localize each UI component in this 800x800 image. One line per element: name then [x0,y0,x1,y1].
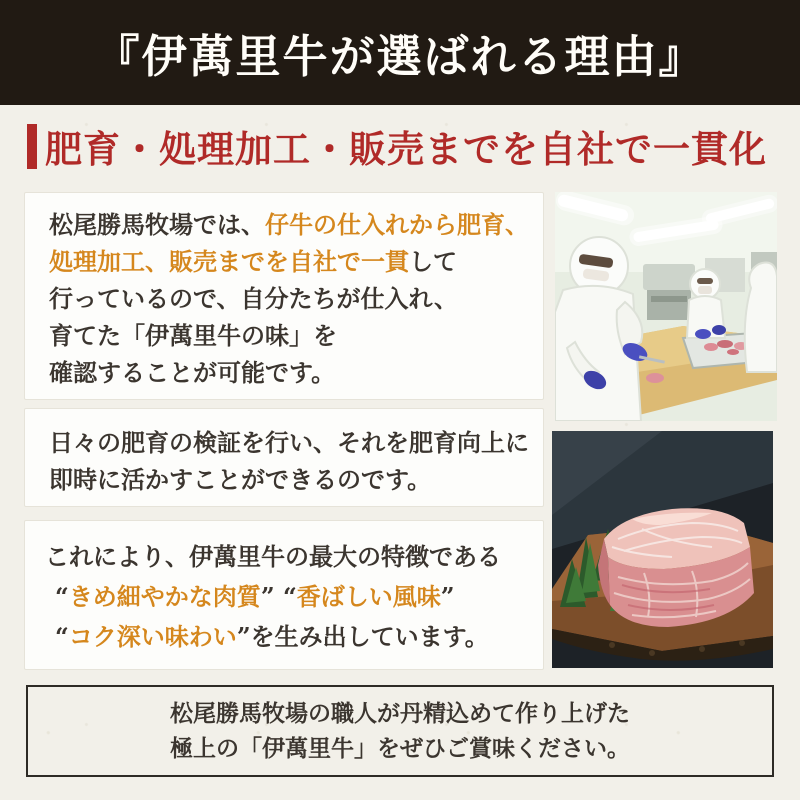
features-line-3-rest: ”を生み出しています。 [236,622,489,651]
page-title: 『伊萬里牛が選ばれる理由』 [94,30,706,83]
verification-line-1: 日々の肥育の検証を行い、それを肥育向上に [49,428,529,457]
feature-richness: コク深い味わい [68,622,237,651]
intro-line-1-dark: 松尾勝馬牧場では、 [49,210,265,239]
feature-aroma: 香ばしい風味 [296,582,441,611]
wagyu-beef-photo [552,431,773,668]
intro-line-3: 行っているので、自分たちが仕入れ、 [49,284,458,313]
features-line-1: これにより、伊萬里牛の最大の特徴である [45,542,501,571]
features-line-3 [45,617,543,657]
intro-line-1 [49,206,543,243]
intro-line-2-highlight: 処理加工、販売までを自社で一貫 [49,247,409,276]
features-text-box [24,520,544,670]
intro-text-box [24,192,544,400]
footer-line-1: 松尾勝馬牧場の職人が丹精込めて作り上げた [170,700,630,727]
hero-banner [0,0,800,105]
intro-line-1-highlight: 仔牛の仕入れから肥育、 [265,210,529,239]
meat-processing-photo [555,192,777,421]
quote-close-icon: ” [440,582,455,611]
verification-text-box [24,408,544,507]
intro-line-5: 確認することが可能です。 [49,358,336,387]
intro-line-2-dark: して [409,247,457,276]
quote-open2-icon: “ [55,622,69,651]
footer-message-box [26,685,774,777]
verification-line-2: 即時に活かすことができるのです。 [49,465,432,494]
section-heading [27,121,767,171]
quote-mid-icon: ” “ [260,582,297,611]
features-line-2 [45,577,543,617]
heading-accent-bar [27,124,37,169]
meat-processing-photo-art [555,192,777,421]
footer-line-2: 極上の「伊萬里牛」をぜひご賞味ください。 [170,735,630,762]
quote-open-icon: “ [55,582,69,611]
wagyu-beef-photo-art [552,431,773,668]
section-heading-text: 肥育・処理加工・販売までを自社で一貫化 [45,127,767,171]
feature-texture: きめ細やかな肉質 [68,582,261,611]
intro-line-4: 育てた「伊萬里牛の味」を [49,321,337,350]
intro-line-2 [49,243,543,280]
